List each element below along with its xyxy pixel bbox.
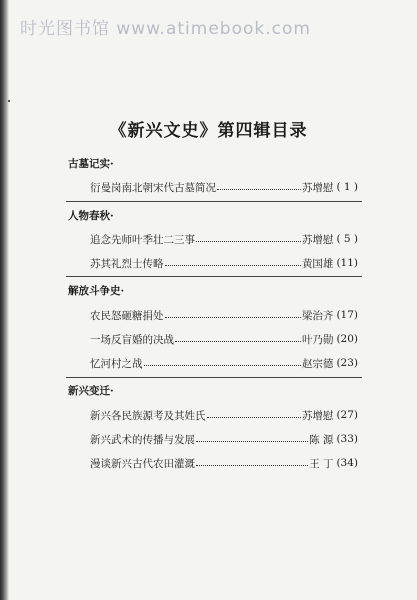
section-divider	[66, 377, 362, 378]
toc-entry	[90, 180, 358, 194]
entry-author: 赵宗德	[301, 357, 334, 370]
entry-author: 苏增慰	[301, 233, 334, 246]
dot-leader	[196, 441, 308, 442]
entry-author: 梁治齐	[301, 309, 334, 322]
entry-page: (11)	[336, 257, 358, 269]
section-divider	[66, 276, 362, 277]
dot-leader	[165, 317, 301, 318]
entry-page: (17)	[336, 309, 358, 321]
entry-title: 农民怒砸糖捐处	[90, 309, 164, 322]
dot-leader	[196, 241, 301, 242]
toc-entry	[90, 356, 358, 370]
entry-author: 黄国雄	[301, 257, 334, 270]
entry-author: 苏增慰	[301, 409, 334, 422]
entry-page: (20)	[336, 333, 358, 345]
section-divider	[66, 201, 362, 202]
entry-page: (23)	[336, 357, 358, 369]
entry-title: 新兴武术的传播与发展	[90, 433, 195, 446]
entry-page: ( 1 )	[336, 181, 358, 193]
entry-title: 追念先师叶季壮二三事	[90, 233, 195, 246]
section-heading-tomb-records: 古墓记实·	[68, 158, 114, 170]
toc-entry	[90, 308, 358, 322]
toc-entry	[90, 432, 358, 446]
page-title: 《新兴文史》第四辑目录	[109, 121, 308, 141]
entry-title: 一场反盲婚的决战	[90, 333, 174, 346]
dot-leader	[175, 341, 301, 342]
toc-entry	[90, 256, 358, 270]
entry-author: 陈 源	[309, 433, 334, 446]
toc-entry	[90, 456, 358, 470]
entry-title: 漫谈新兴古代农田灌溉	[90, 457, 195, 470]
dot-leader	[196, 465, 308, 466]
entry-page: (33)	[336, 433, 358, 445]
entry-page: (34)	[336, 457, 358, 469]
entry-title: 苏其礼烈士传略	[90, 257, 164, 270]
entry-author: 王 丁	[309, 457, 334, 470]
dot-leader	[207, 417, 301, 418]
dot-leader	[165, 265, 301, 266]
toc-entry	[90, 232, 358, 246]
dot-leader	[144, 365, 301, 366]
dot-leader	[217, 189, 301, 190]
entry-page: ( 5 )	[336, 233, 358, 245]
section-heading-liberation-struggle: 解放斗争史·	[68, 285, 125, 297]
watermark: 时光图书馆 www.atimebook.com	[20, 19, 311, 39]
toc-entry	[90, 408, 358, 422]
section-heading-biographies: 人物春秋·	[68, 210, 114, 222]
entry-title: 新兴各民族源考及其姓氏	[90, 409, 206, 422]
toc-entry	[90, 332, 358, 346]
section-heading-xinxing-changes: 新兴变迁·	[68, 385, 114, 397]
entry-title: 忆河村之战	[90, 357, 143, 370]
entry-page: (27)	[336, 409, 358, 421]
entry-author: 苏增慰	[301, 181, 334, 194]
entry-author: 叶乃勋	[301, 333, 334, 346]
scan-mark	[8, 100, 10, 102]
binding-edge	[0, 0, 9, 600]
entry-title: 衍曼岗南北朝宋代古墓简况	[90, 181, 216, 194]
